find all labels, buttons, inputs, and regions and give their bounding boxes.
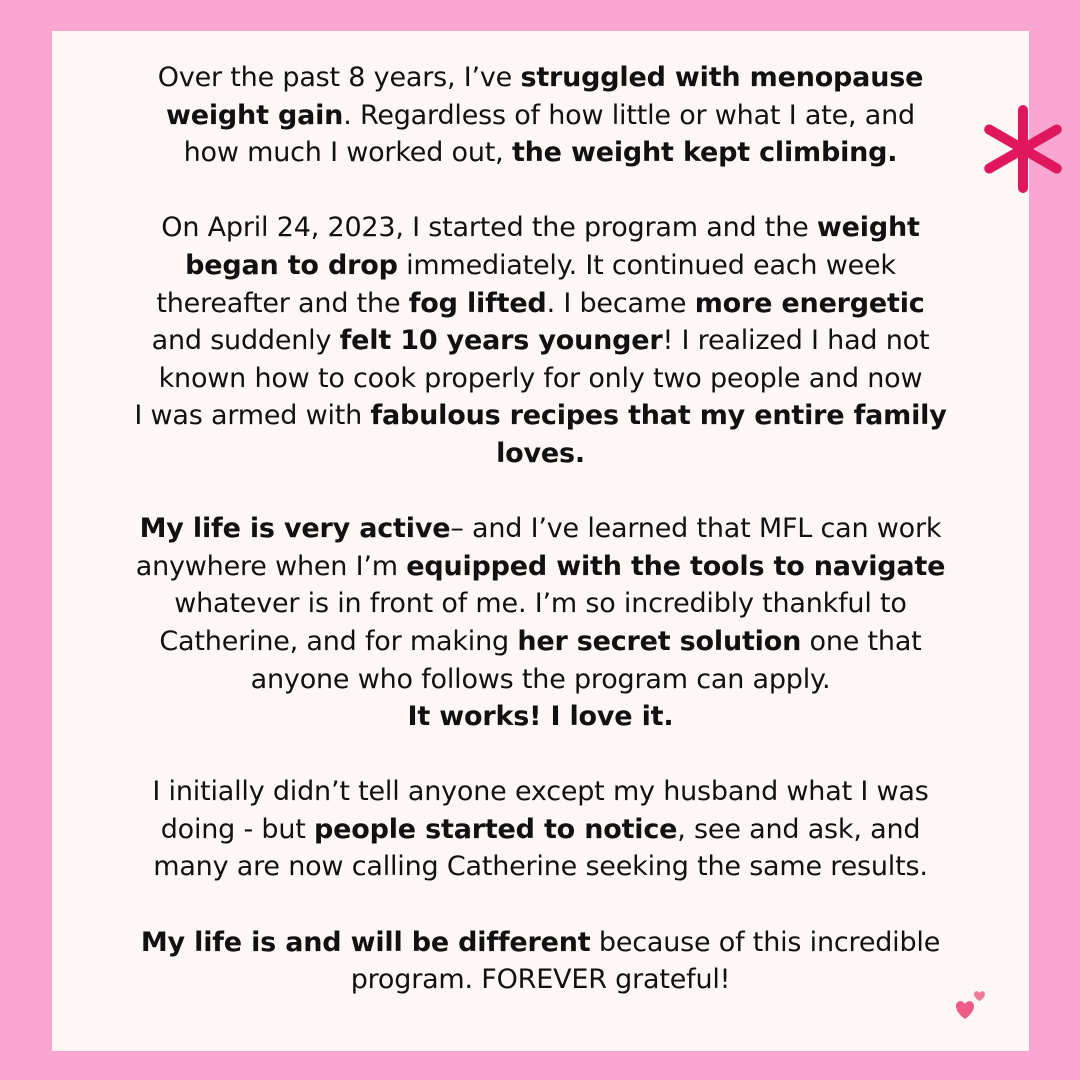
text-run: and suddenly xyxy=(151,325,340,357)
paragraph-2 xyxy=(70,209,1011,472)
text-line xyxy=(70,698,1011,736)
text-run: whatever is in front of me. I’m so incredibly thankful to xyxy=(174,588,907,620)
bold-run: fabulous recipes that my entire family xyxy=(370,400,947,432)
text-line xyxy=(70,585,1011,623)
paragraph-5 xyxy=(70,924,1011,999)
text-line xyxy=(70,134,1011,172)
bold-run: It works! I love it. xyxy=(407,701,674,733)
paragraph-3 xyxy=(70,510,1011,736)
text-run: because of this incredible xyxy=(590,926,941,958)
text-line xyxy=(70,322,1011,360)
text-run: , see and ask, and xyxy=(677,813,921,845)
text-run: program. FOREVER grateful! xyxy=(350,964,731,996)
text-run: anyone who follows the program can apply. xyxy=(250,663,831,695)
bold-run: the weight kept climbing. xyxy=(511,137,898,169)
text-run: . Regardless of how little or what I ate, and xyxy=(343,99,915,131)
text-line xyxy=(70,435,1011,473)
text-run: one that xyxy=(801,625,922,657)
testimonial-text xyxy=(70,59,1011,1036)
bold-run: My life is very active xyxy=(139,513,451,545)
bold-run: people started to notice xyxy=(314,813,678,845)
text-line xyxy=(70,623,1011,661)
bold-run: more energetic xyxy=(694,287,925,319)
text-line xyxy=(70,548,1011,586)
text-line xyxy=(70,360,1011,398)
text-line xyxy=(70,510,1011,548)
text-line xyxy=(70,811,1011,849)
text-run: anywhere when I’m xyxy=(135,550,407,582)
text-run: Over the past 8 years, I’ve xyxy=(157,62,521,93)
text-run: ! I realized I had not xyxy=(662,325,930,357)
text-run: I initially didn’t tell anyone except my husband what I was xyxy=(152,776,929,808)
text-run: how much I worked out, xyxy=(183,137,512,169)
bold-run: began to drop xyxy=(185,249,398,281)
bold-run: fog lifted xyxy=(408,287,547,319)
bold-run: felt 10 years younger xyxy=(339,325,663,357)
bold-run: weight gain xyxy=(166,99,344,131)
bold-run: My life is and will be different xyxy=(140,926,591,958)
text-line xyxy=(70,924,1011,962)
bold-run: her secret solution xyxy=(517,625,802,657)
bold-run: loves. xyxy=(496,437,585,469)
text-run: doing - but xyxy=(160,813,315,845)
bold-run: weight xyxy=(816,212,920,244)
text-line xyxy=(70,247,1011,285)
bold-run: equipped with the tools to navigate xyxy=(406,550,946,582)
text-line xyxy=(70,661,1011,699)
text-line xyxy=(70,97,1011,135)
text-line xyxy=(70,848,1011,886)
text-line xyxy=(70,285,1011,323)
text-run: . I became xyxy=(546,287,695,319)
bold-run: struggled with menopause xyxy=(520,62,924,93)
text-run: – and I’ve learned that MFL can work xyxy=(450,513,942,545)
text-run: immediately. It continued each week xyxy=(397,249,896,281)
text-run: Catherine, and for making xyxy=(159,625,518,657)
text-run: known how to cook properly for only two people and now xyxy=(158,362,923,394)
asterisk-star-icon xyxy=(978,104,1068,194)
hearts-icon xyxy=(952,990,992,1026)
text-line xyxy=(70,209,1011,247)
text-line xyxy=(70,773,1011,811)
text-line xyxy=(70,397,1011,435)
text-run: I was armed with xyxy=(134,400,371,432)
testimonial-card xyxy=(52,31,1029,1051)
text-run: many are now calling Catherine seeking the same results. xyxy=(153,851,928,883)
text-line xyxy=(70,961,1011,999)
text-line xyxy=(70,59,1011,97)
paragraph-1 xyxy=(70,59,1011,172)
paragraph-4 xyxy=(70,773,1011,886)
text-run: thereafter and the xyxy=(156,287,409,319)
text-run: On April 24, 2023, I started the program and the xyxy=(161,212,817,244)
